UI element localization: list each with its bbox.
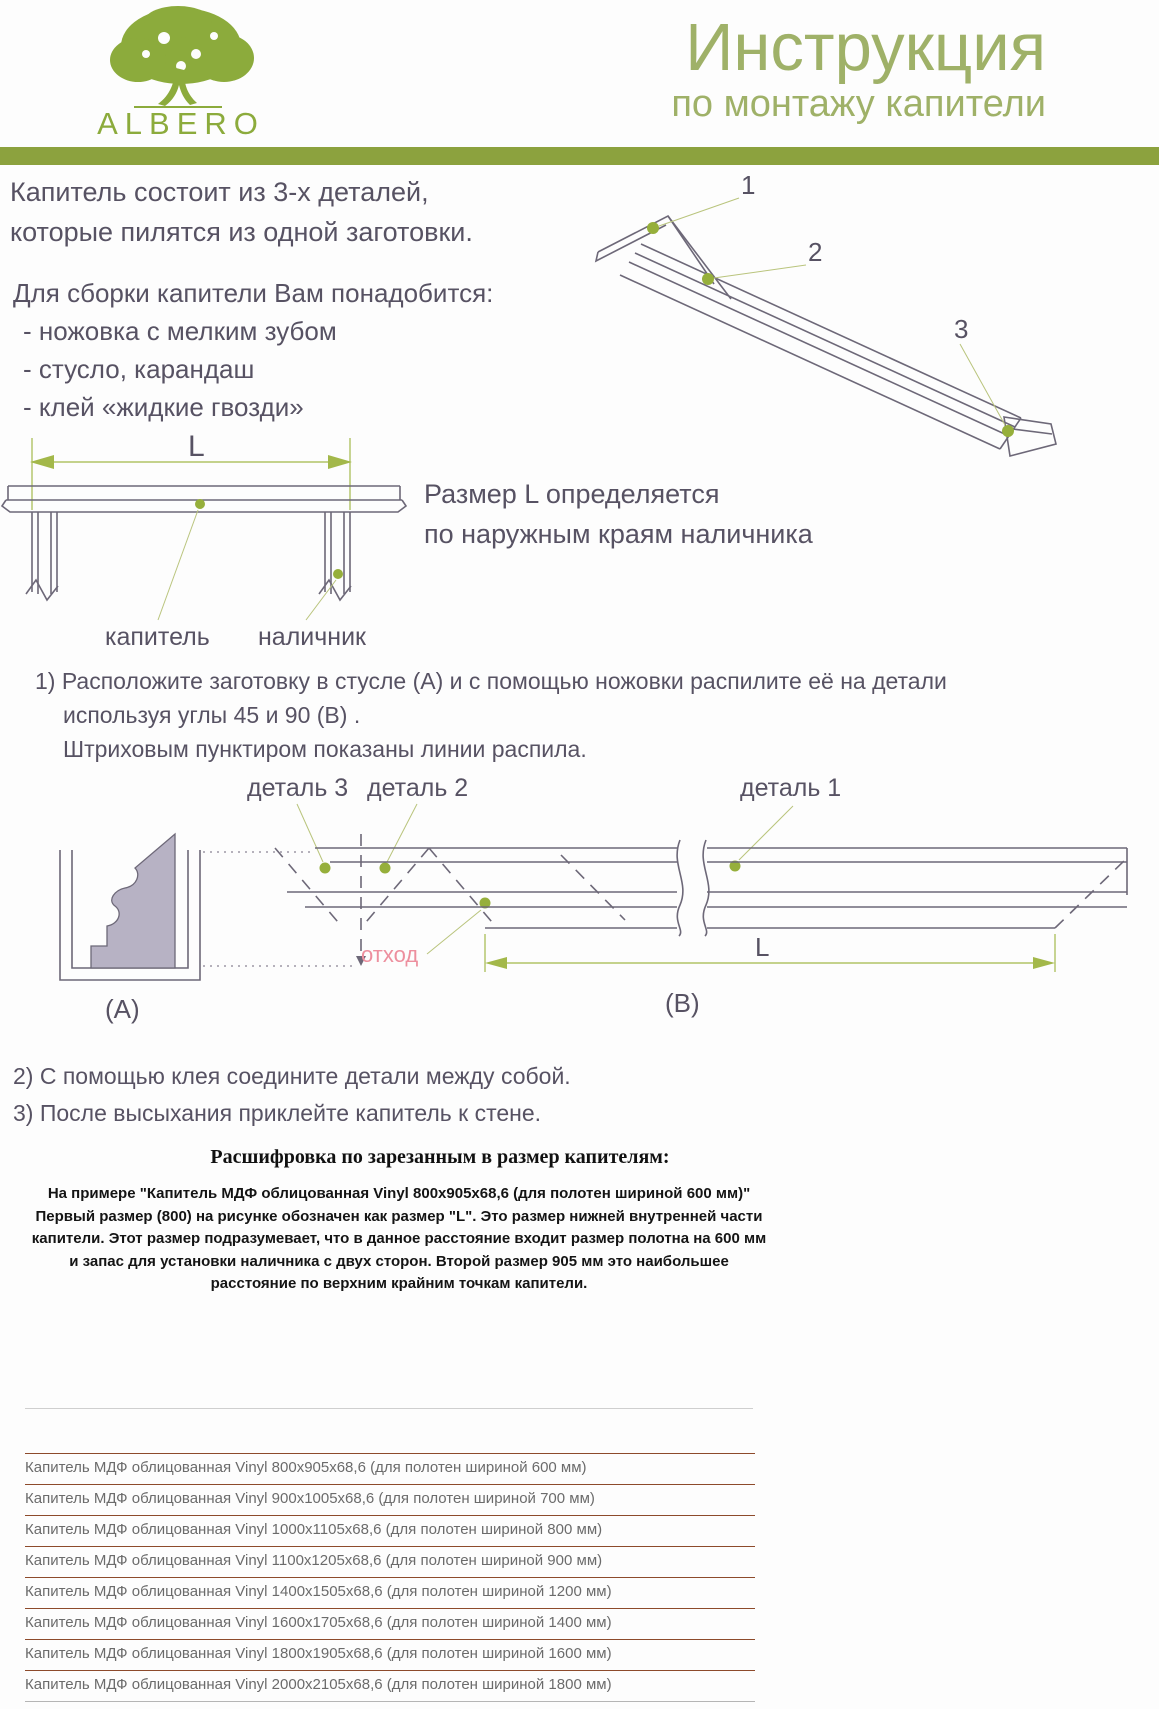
callout-leaders — [158, 510, 336, 620]
view-b-label: (В) — [665, 988, 700, 1018]
step-3: 3) После высыхания приклейте капитель к стене. — [13, 1100, 542, 1126]
view-a-label: (А) — [105, 994, 140, 1024]
strip-dim-label: L — [755, 932, 770, 962]
capital-bar-outline — [596, 216, 1056, 456]
projection-dotted-lines — [203, 852, 355, 966]
tools-item-3: - клей «жидкие гвозди» — [23, 392, 304, 422]
size-note-line-1: Размер L определяется — [424, 479, 720, 509]
capital-isometric-diagram — [556, 166, 1156, 466]
callout-dots — [195, 499, 343, 579]
detail-leader-lines — [297, 804, 793, 954]
cutting-diagram — [25, 770, 1159, 1060]
size-table — [25, 1453, 755, 1702]
part-3-label: 3 — [954, 314, 969, 344]
title-line2: по монтажу капители — [671, 83, 1046, 126]
table-row: Капитель МДФ облицованная Vinyl 1000х1105х68,6 (для полотен шириной 800 мм) — [25, 1515, 755, 1546]
table-row: Капитель МДФ облицованная Vinyl 1400х1505х68,6 (для полотен шириной 1200 мм) — [25, 1577, 755, 1608]
size-note — [424, 474, 813, 554]
table-row: Капитель МДФ облицованная Vinyl 2000х2105х68,6 (для полотен шириной 1800 мм) — [25, 1670, 755, 1701]
detail-1-label: деталь 1 — [740, 774, 842, 802]
logo-text: ALBERO — [97, 106, 265, 141]
albero-tree-icon — [78, 2, 284, 108]
detail-2-label: деталь 2 — [367, 774, 469, 802]
steps-2-3 — [13, 1058, 571, 1132]
intro-text — [10, 172, 473, 252]
step-1-line-3: Штриховым пунктиром показаны линии распила. — [63, 736, 587, 762]
l-dimension-diagram — [0, 424, 470, 664]
blank-strip — [287, 840, 1127, 936]
detail-3-label: деталь 3 — [247, 774, 349, 802]
page-title — [480, 12, 1046, 126]
table-row: Капитель МДФ облицованная Vinyl 900х1005х68,6 (для полотен шириной 700 мм) — [25, 1484, 755, 1515]
table-bottom-line — [25, 1701, 755, 1702]
l-dim-label: L — [188, 430, 205, 463]
step-1-line-2: используя углы 45 и 90 (В) . — [63, 702, 361, 728]
table-row: Капитель МДФ облицованная Vinyl 1100х1205х68,6 (для полотен шириной 900 мм) — [25, 1546, 755, 1577]
strip-dimension-lines — [485, 934, 1055, 972]
capital-label: капитель — [105, 623, 210, 651]
part-1-label: 1 — [741, 170, 756, 200]
step-2: 2) С помощью клея соедините детали между собой. — [13, 1063, 571, 1089]
intro-line-1: Капитель состоит из 3-х деталей, — [10, 177, 429, 207]
decoding-heading: Расшифровка по зарезанным в размер капителям: — [210, 1146, 670, 1168]
intro-line-2: которые пилятся из одной заготовки. — [10, 217, 473, 247]
section-divider — [25, 1408, 753, 1409]
tools-list — [13, 274, 493, 426]
tools-heading: Для сборки капители Вам понадобится: — [13, 278, 494, 308]
part-leader-lines — [659, 198, 1005, 425]
step-1-line-1: 1) Расположите заготовку в стусле (А) и с помощью ножовки распилите её на детали — [35, 668, 947, 694]
decoding-paragraph: На примере "Капитель МДФ облицованная Vinyl 800х905х68,6 (для полотен шириной 600 мм)" Первый размер (800) на рисунке обозначен как размер "L". Это размер нижней внутренней части капители. Этот размер подразумевает, что в данное расстояние входит размер полотна на 600 мм и запас для установки наличника с двух сторон. Второй размер 905 мм это наибольшее расстояние по верхним крайним точкам капители. — [31, 1185, 767, 1292]
casing-label: наличник — [258, 623, 366, 651]
molding-profile — [91, 834, 175, 968]
cut-dashed-lines — [275, 834, 1125, 956]
tools-item-1: - ножовка с мелким зубом — [23, 316, 337, 346]
step-1 — [35, 664, 947, 766]
header-divider-bar — [0, 147, 1159, 165]
tools-item-2: - стусло, карандаш — [23, 354, 255, 384]
title-line1: Инструкция — [685, 10, 1046, 85]
part-2-label: 2 — [808, 237, 823, 267]
waste-label: отход — [361, 942, 419, 967]
table-row: Капитель МДФ облицованная Vinyl 1600х1705х68,6 (для полотен шириной 1400 мм) — [25, 1608, 755, 1639]
table-row: Капитель МДФ облицованная Vinyl 800х905х68,6 (для полотен шириной 600 мм) — [25, 1453, 755, 1484]
table-row: Капитель МДФ облицованная Vinyl 1800х1905х68,6 (для полотен шириной 1600 мм) — [25, 1639, 755, 1670]
size-note-line-2: по наружным краям наличника — [424, 519, 813, 549]
